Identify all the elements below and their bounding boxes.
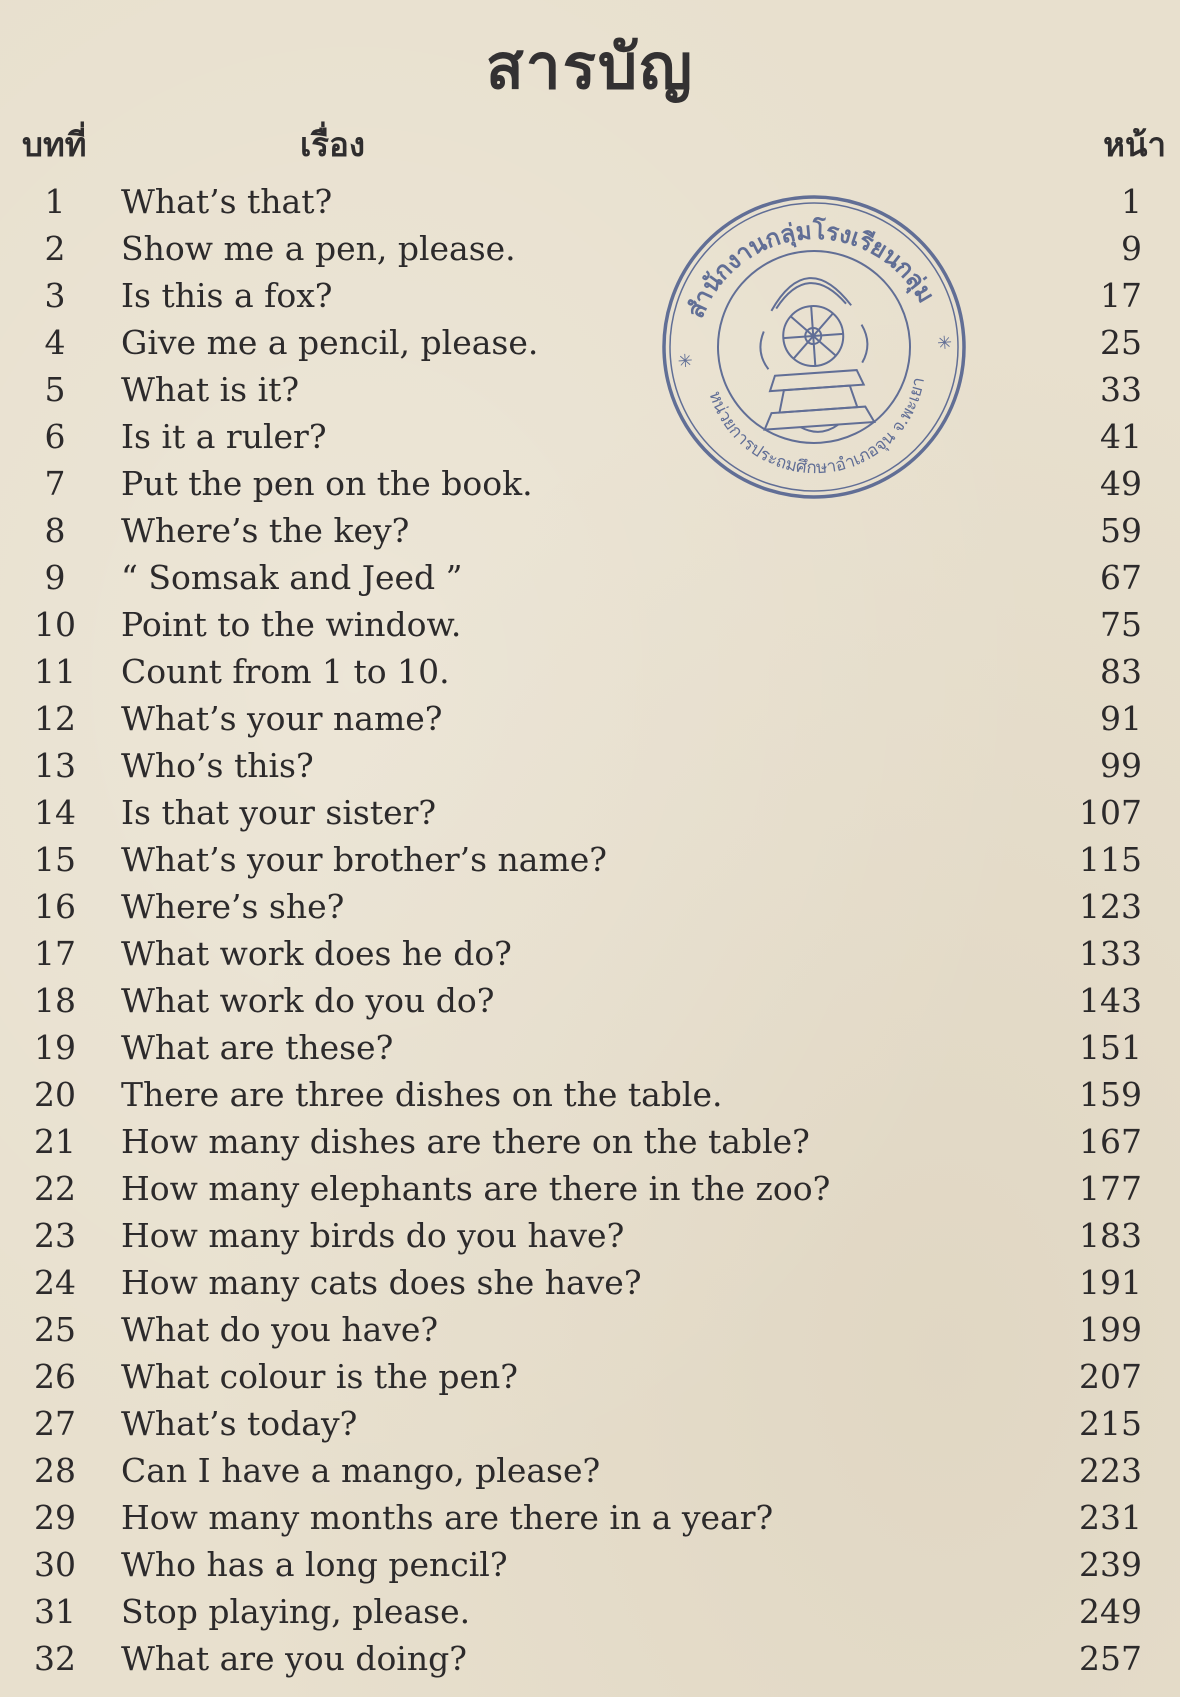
toc-entry: [0, 1353, 1180, 1400]
chapter-number: 25: [34, 1310, 76, 1349]
page-number: 75: [1100, 605, 1142, 644]
chapter-number: 10: [34, 605, 76, 644]
page-number: 67: [1100, 558, 1142, 597]
chapter-title: Who’s this?: [121, 746, 314, 785]
chapter-title: What are these?: [121, 1028, 394, 1067]
chapter-number: 23: [34, 1216, 76, 1255]
chapter-number: 4: [44, 323, 66, 362]
chapter-number: 31: [34, 1592, 76, 1631]
chapter-number: 1: [44, 182, 66, 221]
chapter-title: Is it a ruler?: [121, 417, 327, 456]
chapter-number: 7: [44, 464, 66, 503]
column-header-page: หน้า: [1103, 125, 1166, 164]
chapter-number: 13: [34, 746, 76, 785]
page-number: 133: [1079, 934, 1142, 973]
page-number: 99: [1100, 746, 1142, 785]
chapter-title: What’s today?: [121, 1404, 358, 1443]
chapter-number: 30: [34, 1545, 76, 1584]
dharma-wheel-emblem-icon: [644, 177, 983, 516]
page-number: 123: [1079, 887, 1142, 926]
toc-entry: [0, 1071, 1180, 1118]
chapter-number: 3: [44, 276, 66, 315]
toc-entry: [0, 1447, 1180, 1494]
stamp-bottom-text: หน่วยการประถมศึกษาอำเภอจุน จ.พะเยา: [704, 375, 930, 479]
toc-entry: [0, 883, 1180, 930]
page-number: 83: [1100, 652, 1142, 691]
chapter-title: How many elephants are there in the zoo?: [121, 1169, 831, 1208]
chapter-title: Where’s she?: [121, 887, 345, 926]
toc-entry: [0, 1400, 1180, 1447]
toc-entry: [0, 1165, 1180, 1212]
chapter-number: 12: [34, 699, 76, 738]
toc-entry: [0, 1588, 1180, 1635]
page-number: 25: [1100, 323, 1142, 362]
chapter-title: How many dishes are there on the table?: [121, 1122, 810, 1161]
chapter-number: 16: [34, 887, 76, 926]
toc-entry: [0, 272, 1180, 319]
chapter-title: What’s that?: [121, 182, 333, 221]
chapter-title: Show me a pen, please.: [121, 229, 516, 268]
page-number: 91: [1100, 699, 1142, 738]
official-stamp: [644, 177, 983, 516]
chapter-title: Count from 1 to 10.: [121, 652, 450, 691]
chapter-number: 27: [34, 1404, 76, 1443]
chapter-number: 14: [34, 793, 76, 832]
chapter-title: What work do you do?: [121, 981, 495, 1020]
toc-entry: [0, 742, 1180, 789]
chapter-number: 9: [44, 558, 66, 597]
column-header-subject: เรื่อง: [300, 125, 365, 164]
page-number: 215: [1079, 1404, 1142, 1443]
chapter-number: 24: [34, 1263, 76, 1302]
page-number: 33: [1100, 370, 1142, 409]
chapter-title: Is that your sister?: [121, 793, 437, 832]
chapter-number: 20: [34, 1075, 76, 1114]
toc-entry: [0, 1024, 1180, 1071]
toc-entry: [0, 1306, 1180, 1353]
toc-entry: [0, 1541, 1180, 1588]
toc-entry: [0, 507, 1180, 554]
page-number: 167: [1079, 1122, 1142, 1161]
page-title: สารบัญ: [485, 30, 695, 103]
page-number: 107: [1079, 793, 1142, 832]
page-number: 183: [1079, 1216, 1142, 1255]
chapter-title: What is it?: [121, 370, 300, 409]
page-number: 143: [1079, 981, 1142, 1020]
page-number: 1: [1121, 182, 1142, 221]
chapter-title: “ Somsak and Jeed ”: [121, 558, 463, 597]
toc-entry: [0, 695, 1180, 742]
svg-text:✳: ✳: [936, 332, 953, 355]
page-number: 199: [1079, 1310, 1142, 1349]
chapter-number: 2: [44, 229, 66, 268]
chapter-number: 19: [34, 1028, 76, 1067]
chapter-title: Stop playing, please.: [121, 1592, 471, 1631]
column-header-chapter: บทที่: [22, 125, 87, 164]
chapter-number: 11: [34, 652, 76, 691]
toc-entry: [0, 648, 1180, 695]
chapter-title: How many cats does she have?: [121, 1263, 642, 1302]
chapter-title: What work does he do?: [121, 934, 512, 973]
chapter-title: There are three dishes on the table.: [121, 1075, 723, 1114]
toc-entry: [0, 977, 1180, 1024]
chapter-title: What colour is the pen?: [121, 1357, 518, 1396]
toc-entry: [0, 460, 1180, 507]
page-number: 257: [1079, 1639, 1142, 1678]
page-number: 239: [1079, 1545, 1142, 1584]
page-number: 191: [1079, 1263, 1142, 1302]
chapter-number: 18: [34, 981, 76, 1020]
chapter-title: How many months are there in a year?: [121, 1498, 774, 1537]
toc-entry: [0, 1259, 1180, 1306]
page-number: 223: [1079, 1451, 1142, 1490]
page-number: 249: [1079, 1592, 1142, 1631]
chapter-title: What are you doing?: [121, 1639, 467, 1678]
toc-entry: [0, 225, 1180, 272]
chapter-number: 5: [44, 370, 66, 409]
page-number: 9: [1121, 229, 1142, 268]
toc-entry: [0, 1635, 1180, 1682]
chapter-title: Is this a fox?: [121, 276, 333, 315]
svg-text:✳: ✳: [676, 350, 694, 373]
toc-entry: [0, 413, 1180, 460]
chapter-number: 17: [34, 934, 76, 973]
page-number: 151: [1079, 1028, 1142, 1067]
chapter-number: 28: [34, 1451, 76, 1490]
chapter-title: What’s your name?: [121, 699, 443, 738]
stamp-top-text: สำนักงานกลุ่มโรงเรียนกลุ่ม: [681, 216, 941, 323]
toc-entry: [0, 319, 1180, 366]
toc-entry: [0, 554, 1180, 601]
toc-entry: [0, 836, 1180, 883]
toc-entry: [0, 789, 1180, 836]
chapter-title: Give me a pencil, please.: [121, 323, 539, 362]
toc-entry: [0, 366, 1180, 413]
page-number: 159: [1079, 1075, 1142, 1114]
chapter-title: What’s your brother’s name?: [121, 840, 607, 879]
chapter-number: 8: [44, 511, 66, 550]
chapter-number: 22: [34, 1169, 76, 1208]
chapter-number: 26: [34, 1357, 76, 1396]
chapter-title: What do you have?: [121, 1310, 439, 1349]
chapter-title: Who has a long pencil?: [121, 1545, 508, 1584]
table-of-contents: [0, 178, 1180, 1682]
chapter-number: 21: [34, 1122, 76, 1161]
page-number: 17: [1100, 276, 1142, 315]
chapter-number: 6: [44, 417, 66, 456]
toc-entry: [0, 1118, 1180, 1165]
page-number: 177: [1079, 1169, 1142, 1208]
toc-entry: [0, 601, 1180, 648]
chapter-title: Put the pen on the book.: [121, 464, 533, 503]
chapter-title: Can I have a mango, please?: [121, 1451, 601, 1490]
page-number: 231: [1079, 1498, 1142, 1537]
chapter-number: 32: [34, 1639, 76, 1678]
toc-entry: [0, 1494, 1180, 1541]
page-number: 59: [1100, 511, 1142, 550]
chapter-number: 15: [34, 840, 76, 879]
toc-entry: [0, 1212, 1180, 1259]
chapter-number: 29: [34, 1498, 76, 1537]
toc-entry: [0, 178, 1180, 225]
page-number: 207: [1079, 1357, 1142, 1396]
page-number: 115: [1079, 840, 1142, 879]
chapter-title: Point to the window.: [121, 605, 462, 644]
chapter-title: Where’s the key?: [121, 511, 410, 550]
page-number: 49: [1100, 464, 1142, 503]
page-number: 41: [1100, 417, 1142, 456]
chapter-title: How many birds do you have?: [121, 1216, 625, 1255]
toc-entry: [0, 930, 1180, 977]
